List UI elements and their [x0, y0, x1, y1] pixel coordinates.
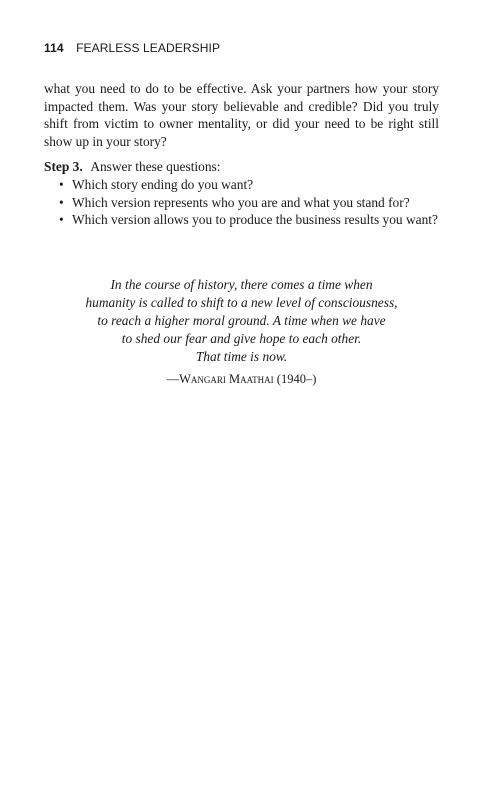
- step-label: Step 3.: [44, 159, 83, 175]
- quote-author: Wangari Maathai: [179, 372, 274, 386]
- quote-line: In the course of history, there comes a time when: [110, 277, 373, 292]
- question-text: Which version represents who you are and what you stand for?: [72, 194, 410, 210]
- bullet-icon: •: [59, 212, 64, 228]
- question-text: Which story ending do you want?: [72, 176, 254, 192]
- book-title: FEARLESS LEADERSHIP: [76, 41, 221, 55]
- quote-line: to shed our fear and give hope to each other.: [121, 331, 362, 346]
- page-number: 114: [44, 41, 64, 55]
- quote-line: That time is now.: [195, 349, 288, 364]
- question-item: [59, 176, 439, 194]
- body-paragraph: what you need to do to be effective. Ask your partners how your story impacted them. Was your story believable and credible? Did you truly shift from victim to owner mentality, or did your need to be right still show up in your story?: [44, 81, 439, 149]
- quote-line: to reach a higher moral ground. A time when we have: [97, 313, 386, 328]
- attribution-dash: —: [166, 372, 180, 386]
- question-item: [59, 194, 439, 212]
- bullet-icon: •: [59, 176, 64, 192]
- body-text: [44, 80, 439, 229]
- step-text: Answer these questions:: [90, 159, 221, 175]
- epigraph: [44, 276, 439, 388]
- question-list: [44, 176, 439, 229]
- quote-attribution: [44, 370, 439, 388]
- quote-line: humanity is called to shift to a new level of consciousness,: [85, 295, 398, 310]
- bullet-icon: •: [59, 194, 64, 210]
- step-3: [44, 158, 439, 176]
- question-item: [59, 211, 439, 229]
- author-years: (1940–): [276, 372, 317, 386]
- running-head: [44, 41, 220, 55]
- question-text: Which version allows you to produce the business results you want?: [72, 212, 438, 228]
